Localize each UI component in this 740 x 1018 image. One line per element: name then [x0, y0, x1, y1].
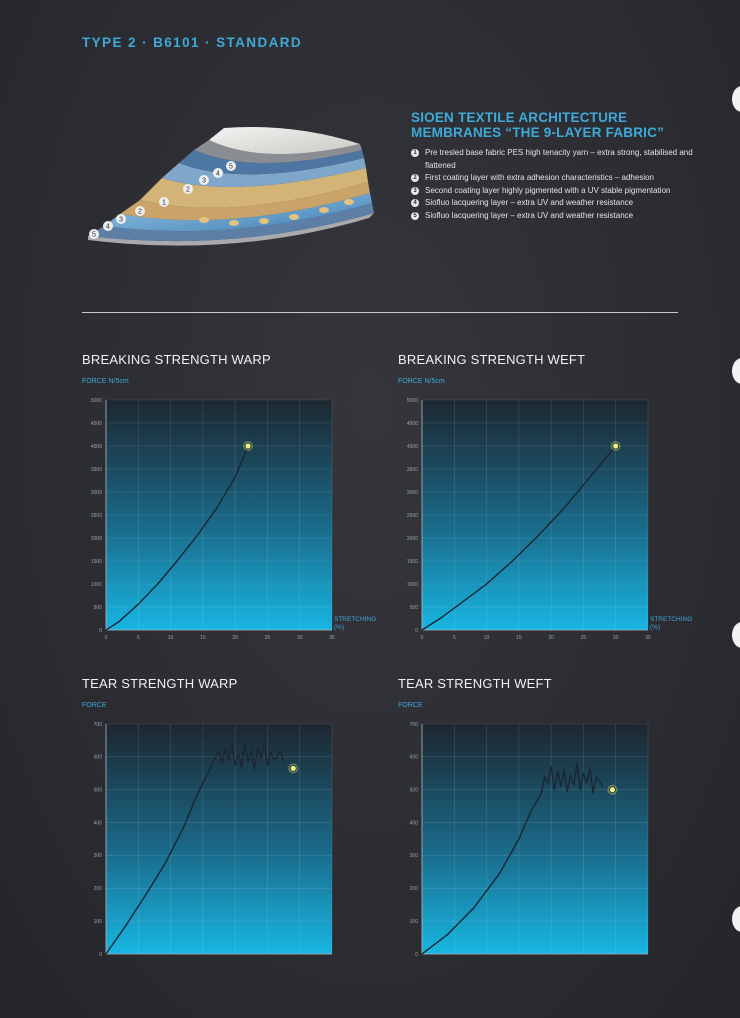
- number-badge: 3: [411, 187, 419, 195]
- x-axis-label: STRETCHING: [650, 616, 693, 623]
- y-tick-label: 2500: [90, 512, 102, 519]
- y-tick-label: 4000: [406, 443, 418, 450]
- y-tick-label: 600: [93, 754, 102, 761]
- chart-plot: [398, 714, 698, 974]
- y-tick-label: 700: [409, 721, 418, 728]
- y-tick-label: 600: [409, 754, 418, 761]
- layer-description-item: [411, 147, 711, 172]
- y-tick-label: 100: [409, 918, 418, 925]
- y-tick-label: 1500: [406, 558, 418, 565]
- x-tick-label: 10: [167, 635, 174, 641]
- x-tick-label: 35: [329, 635, 335, 641]
- y-tick-label: 400: [409, 820, 418, 827]
- chart-title: TEAR STRENGTH WARP: [82, 676, 238, 691]
- x-tick-label: 35: [645, 635, 651, 641]
- layer-description-list: [411, 147, 711, 222]
- plot-area: [422, 724, 648, 954]
- y-tick-label: 100: [93, 918, 102, 925]
- y-tick-label: 500: [93, 787, 102, 794]
- chart-tear-strength-warp: [82, 676, 382, 976]
- y-tick-label: 200: [409, 886, 418, 893]
- x-axis-label: STRETCHING: [334, 616, 377, 623]
- chart-tear-strength-weft: [398, 676, 698, 976]
- y-tick-label: 500: [93, 604, 102, 611]
- chart-y-axis-label: FORCE N/5cm: [398, 378, 445, 385]
- y-tick-label: 200: [93, 886, 102, 893]
- chart-plot: [82, 714, 382, 974]
- y-tick-label: 0: [99, 951, 102, 958]
- y-tick-label: 0: [415, 951, 418, 958]
- chart-plot: [82, 390, 382, 650]
- chart-title: BREAKING STRENGTH WEFT: [398, 352, 586, 367]
- x-tick-label: 0: [420, 635, 424, 641]
- layer-description-item: [411, 210, 711, 223]
- x-tick-label: 15: [516, 635, 522, 641]
- layer-label: 4: [106, 223, 110, 231]
- y-tick-label: 3000: [406, 489, 418, 496]
- end-marker: [245, 443, 251, 449]
- y-tick-label: 4500: [90, 420, 102, 427]
- layer-label: 3: [202, 177, 206, 185]
- x-tick-label: 25: [264, 635, 271, 641]
- y-tick-label: 700: [93, 721, 102, 728]
- layer-label: 4: [216, 170, 220, 178]
- layer-description-text: Second coating layer highly pigmented with a UV stable pigmentation: [425, 185, 671, 195]
- x-tick-label: 5: [452, 635, 456, 641]
- chart-y-axis-label: FORCE: [398, 702, 423, 709]
- intro-title-line2: MEMBRANES “THE 9-LAYER FABRIC”: [411, 125, 665, 140]
- x-tick-label: 10: [483, 635, 490, 641]
- number-badge: 2: [411, 174, 419, 182]
- layer-description-text: Siofluo lacquering layer – extra UV and weather resistance: [425, 198, 634, 207]
- y-tick-label: 3000: [90, 489, 102, 496]
- x-axis-label: (%): [650, 624, 661, 631]
- intro-section: [411, 110, 711, 222]
- y-tick-label: 400: [93, 820, 102, 827]
- fabric-layers-illustration: [84, 118, 384, 253]
- x-tick-label: 15: [200, 635, 206, 641]
- y-tick-label: 500: [409, 604, 418, 611]
- number-badge: 4: [411, 199, 419, 207]
- layer-description-text: Siofluo lacquering layer – extra UV and weather resistance: [425, 210, 634, 220]
- y-tick-label: 500: [409, 787, 418, 794]
- chart-title: TEAR STRENGTH WEFT: [398, 676, 552, 691]
- y-tick-label: 2000: [90, 535, 102, 542]
- x-tick-label: 30: [296, 635, 303, 641]
- y-tick-label: 3500: [90, 466, 102, 473]
- section-divider: [82, 312, 678, 313]
- y-tick-label: 3500: [406, 466, 418, 473]
- x-axis-label: (%): [334, 624, 345, 631]
- chart-breaking-strength-warp: [82, 352, 382, 652]
- y-tick-label: 300: [93, 853, 102, 860]
- page-header-title: TYPE 2 · B6101 · STANDARD: [82, 35, 303, 50]
- chart-title: BREAKING STRENGTH WARP: [82, 352, 271, 367]
- layer-description-text: First coating layer with extra adhesion characteristics – adhesion: [425, 173, 654, 182]
- y-tick-label: 300: [409, 853, 418, 860]
- y-tick-label: 1000: [406, 581, 418, 588]
- number-badge: 1: [411, 149, 419, 157]
- layer-description-item: [411, 185, 711, 198]
- layer-description-item: [411, 172, 711, 185]
- x-tick-label: 20: [548, 635, 554, 641]
- y-tick-label: 5000: [406, 397, 418, 404]
- intro-title-line1: SIOEN TEXTILE ARCHITECTURE: [411, 110, 628, 125]
- x-tick-label: 20: [232, 635, 238, 641]
- layer-description-text: Pre tresled base fabric PES high tenacity yarn – extra strong, stabilised and flattened: [425, 148, 693, 170]
- y-tick-label: 0: [99, 627, 102, 634]
- layer-label: 5: [229, 163, 233, 171]
- layer-label: 5: [92, 231, 96, 239]
- plot-area: [106, 724, 332, 954]
- y-tick-label: 2500: [406, 512, 418, 519]
- layer-description-item: [411, 197, 711, 210]
- number-badge: 5: [411, 212, 419, 220]
- end-marker: [609, 787, 615, 793]
- end-marker: [290, 765, 296, 771]
- x-tick-label: 30: [612, 635, 619, 641]
- y-tick-label: 5000: [90, 397, 102, 404]
- layer-label: 3: [119, 216, 123, 224]
- end-marker: [613, 443, 619, 449]
- y-tick-label: 0: [415, 627, 418, 634]
- y-tick-label: 4000: [90, 443, 102, 450]
- layer-label: 1: [162, 199, 166, 207]
- chart-y-axis-label: FORCE N/5cm: [82, 378, 129, 385]
- chart-breaking-strength-weft: [398, 352, 698, 652]
- y-tick-label: 1000: [90, 581, 102, 588]
- chart-y-axis-label: FORCE: [82, 702, 107, 709]
- x-tick-label: 25: [580, 635, 587, 641]
- chart-plot: [398, 390, 698, 650]
- layer-label: 2: [138, 208, 142, 216]
- layer-label: 2: [186, 186, 190, 194]
- y-tick-label: 1500: [90, 558, 102, 565]
- x-tick-label: 5: [136, 635, 140, 641]
- y-tick-label: 2000: [406, 535, 418, 542]
- x-tick-label: 0: [104, 635, 108, 641]
- y-tick-label: 4500: [406, 420, 418, 427]
